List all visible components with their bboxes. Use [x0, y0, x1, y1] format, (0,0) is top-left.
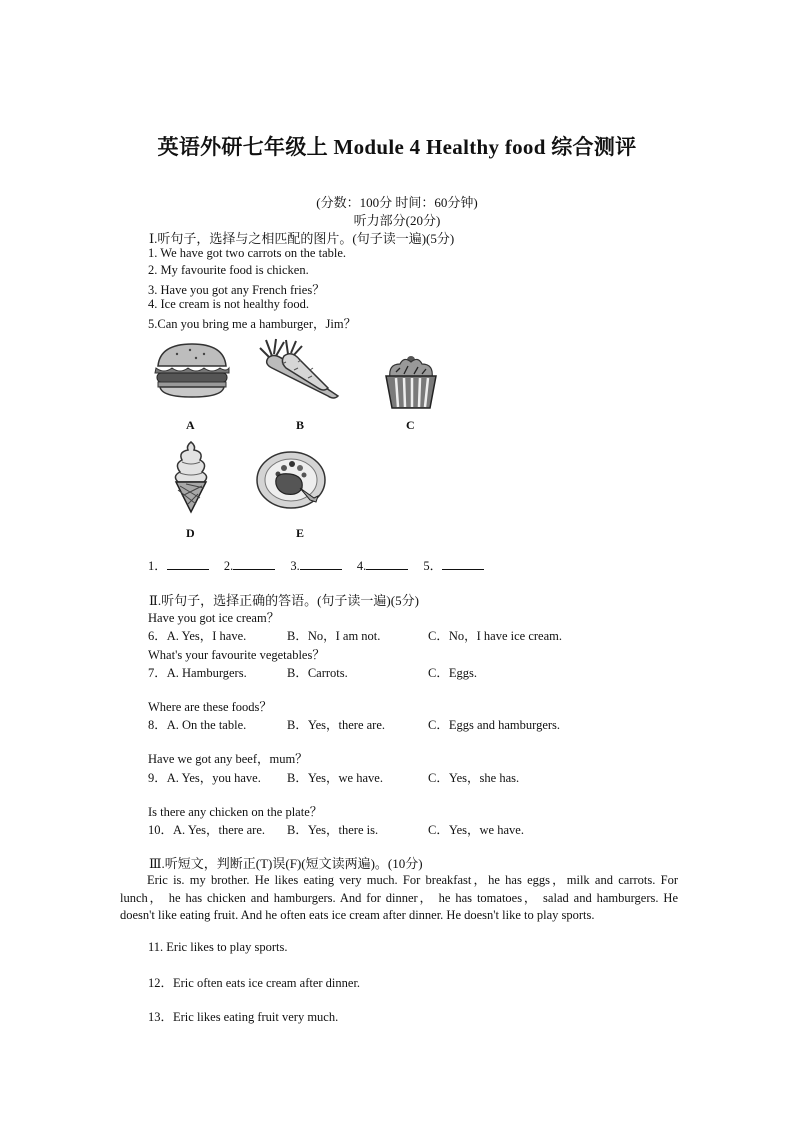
picture-label-e: E — [296, 526, 305, 540]
ice-cream-icon — [170, 440, 212, 514]
carrots-icon — [258, 338, 344, 402]
option-10b: B．Yes，there is. — [287, 823, 379, 837]
answer-blank-1[interactable] — [167, 557, 209, 570]
listening-part-label: 听力部分(20分) — [353, 213, 441, 228]
section1-heading: Ⅰ.听句子，选择与之相匹配的图片。(句子读一遍)(5分) — [149, 231, 455, 246]
sentence-2: 2. My favourite food is chicken. — [148, 263, 309, 277]
section2-heading: Ⅱ.听句子，选择正确的答语。(句子读一遍)(5分) — [149, 593, 419, 608]
french-fries-icon — [382, 352, 440, 412]
picture-label-a: A — [186, 418, 195, 432]
statement-12: 12．Eric often eats ice cream after dinner. — [148, 976, 361, 990]
answer-blank-2[interactable] — [233, 557, 275, 570]
option-6a: 6．A. Yes，I have. — [148, 629, 247, 643]
option-8b: B．Yes，there are. — [287, 718, 386, 732]
picture-label-b: B — [296, 418, 305, 432]
question-6: Have you got ice cream？ — [148, 611, 280, 625]
question-10: Is there any chicken on the plate？ — [148, 805, 323, 819]
question-7: What's your favourite vegetables？ — [148, 648, 325, 662]
option-8a: 8．A. On the table. — [148, 718, 247, 732]
section3-heading: Ⅲ.听短文，判断正(T)误(F)(短文读两遍)。(10分) — [149, 856, 423, 871]
page-title: 英语外研七年级上 Module 4 Healthy food 综合测评 — [157, 135, 637, 159]
answer-label-1: 1． — [148, 559, 167, 573]
option-10c: C．Yes，we have. — [428, 823, 524, 837]
option-7a: 7．A. Hamburgers. — [148, 666, 247, 680]
option-6b: B．No，I am not. — [287, 629, 381, 643]
statement-13: 13．Eric likes eating fruit very much. — [148, 1010, 339, 1024]
option-7c: C．Eggs. — [428, 666, 477, 680]
answer-label-2: 2. — [223, 559, 234, 573]
sentence-4: 4. Ice cream is not healthy food. — [148, 297, 310, 311]
question-8: Where are these foods？ — [148, 700, 272, 714]
passage: Eric is. my brother. He likes eating very much. For breakfast，he has eggs，milk and carrots. For lunch， he has chicken and hamburgers. And for dinner， he has tomatoes， salad and hamburgers. He doesn't like eating fruit. And he often eats ice cream after dinner. He doesn't like to play sports. — [120, 873, 678, 922]
option-7b: B．Carrots. — [287, 666, 348, 680]
picture-label-d: D — [186, 526, 195, 540]
picture-label-c: C — [406, 418, 415, 432]
answer-blank-4[interactable] — [366, 557, 408, 570]
exam-meta: (分数：100分 时间：60分钟) — [316, 195, 478, 210]
statement-11: 11. Eric likes to play sports. — [148, 940, 288, 954]
answer-label-5: 5． — [423, 559, 443, 573]
option-9b: B．Yes，we have. — [287, 771, 383, 785]
sentence-1: 1. We have got two carrots on the table. — [148, 246, 347, 260]
hamburger-icon — [152, 340, 232, 400]
sentence-5: 5.Can you bring me a hamburger，Jim？ — [148, 317, 357, 331]
chicken-plate-icon — [254, 448, 330, 512]
sentence-3: 3. Have you got any French fries？ — [148, 283, 325, 297]
answer-label-3: 3. — [290, 559, 300, 573]
answer-blank-3[interactable] — [300, 557, 342, 570]
option-8c: C．Eggs and hamburgers. — [428, 718, 561, 732]
answer-row — [148, 556, 484, 574]
answer-blank-5[interactable] — [442, 557, 484, 570]
answer-label-4: 4. — [356, 559, 367, 573]
option-9a: 9．A. Yes，you have. — [148, 771, 261, 785]
option-9c: C．Yes，she has. — [428, 771, 520, 785]
question-9: Have we got any beef，mum？ — [148, 752, 308, 766]
option-10a: 10．A. Yes，there are. — [148, 823, 265, 837]
option-6c: C．No，I have ice cream. — [428, 629, 562, 643]
